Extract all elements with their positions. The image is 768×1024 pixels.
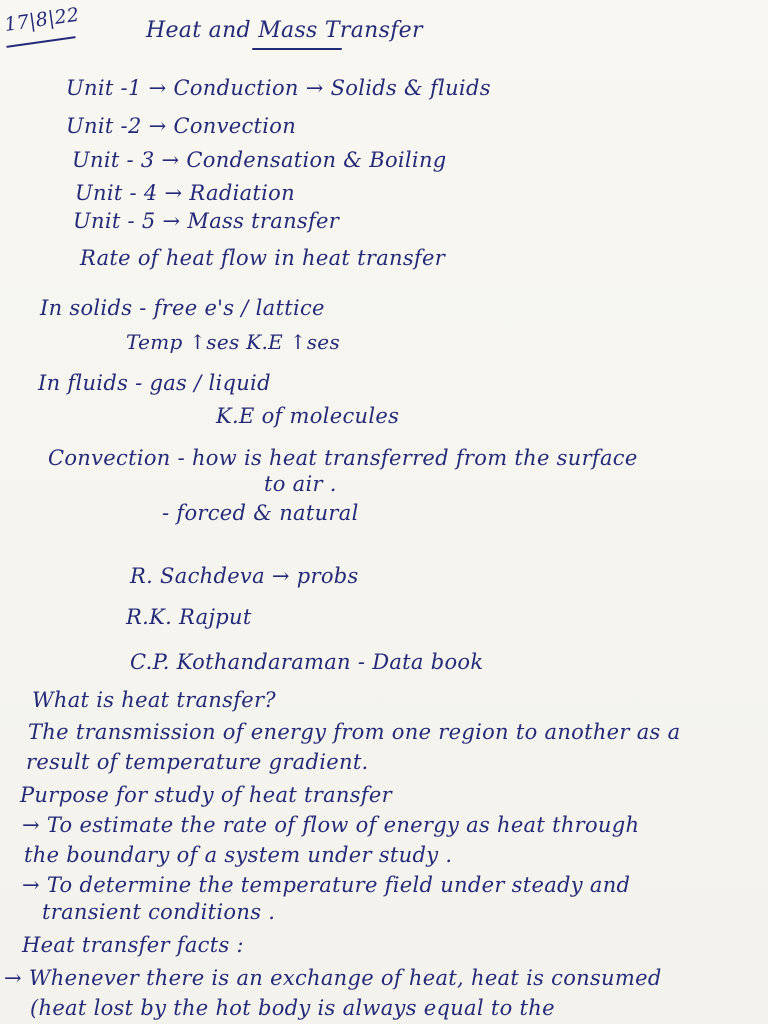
- unit-2: Unit -2 → Convection: [66, 114, 297, 138]
- facts-heading: Heat transfer facts :: [22, 933, 244, 957]
- facts-line-1: → Whenever there is an exchange of heat, heat is consumed: [4, 966, 662, 990]
- solids-line-2: Temp ↑ses K.E ↑ses: [126, 330, 341, 354]
- book-1: R. Sachdeva → probs: [130, 564, 359, 588]
- purpose-line-2: the boundary of a system under study .: [24, 843, 453, 867]
- facts-line-2: (heat lost by the hot body is always equal to the: [30, 996, 555, 1020]
- unit-3: Unit - 3 → Condensation & Boiling: [72, 148, 447, 172]
- fluids-line-2: K.E of molecules: [216, 404, 400, 428]
- solids-line-1: In solids - free e's / lattice: [40, 296, 325, 320]
- purpose-line-1: → To estimate the rate of flow of energy as heat through: [22, 813, 640, 837]
- fluids-line-1: In fluids - gas / liquid: [38, 371, 271, 395]
- purpose-heading: Purpose for study of heat transfer: [20, 783, 392, 807]
- convection-line-3: - forced & natural: [162, 501, 359, 525]
- unit-5: Unit - 5 → Mass transfer: [73, 209, 340, 233]
- convection-line-2: to air .: [264, 472, 337, 496]
- book-3: C.P. Kothandaraman - Data book: [130, 650, 484, 674]
- unit-4: Unit - 4 → Radiation: [75, 181, 295, 205]
- convection-line-1: Convection - how is heat transferred from the surface: [48, 446, 638, 470]
- title-underline: [252, 48, 342, 50]
- definition-question: What is heat transfer?: [32, 688, 276, 712]
- definition-line-1: The transmission of energy from one region to another as a: [28, 720, 681, 744]
- purpose-line-3: → To determine the temperature field under steady and: [22, 873, 631, 897]
- date: 17|8|22: [3, 3, 81, 36]
- definition-line-2: result of temperature gradient.: [26, 750, 369, 774]
- page-title: Heat and Mass Transfer: [146, 18, 423, 43]
- unit-1: Unit -1 → Conduction → Solids & fluids: [66, 76, 491, 100]
- purpose-line-4: transient conditions .: [42, 900, 276, 924]
- book-2: R.K. Rajput: [126, 605, 252, 629]
- rate-line: Rate of heat flow in heat transfer: [80, 246, 446, 270]
- date-underline: [6, 36, 76, 48]
